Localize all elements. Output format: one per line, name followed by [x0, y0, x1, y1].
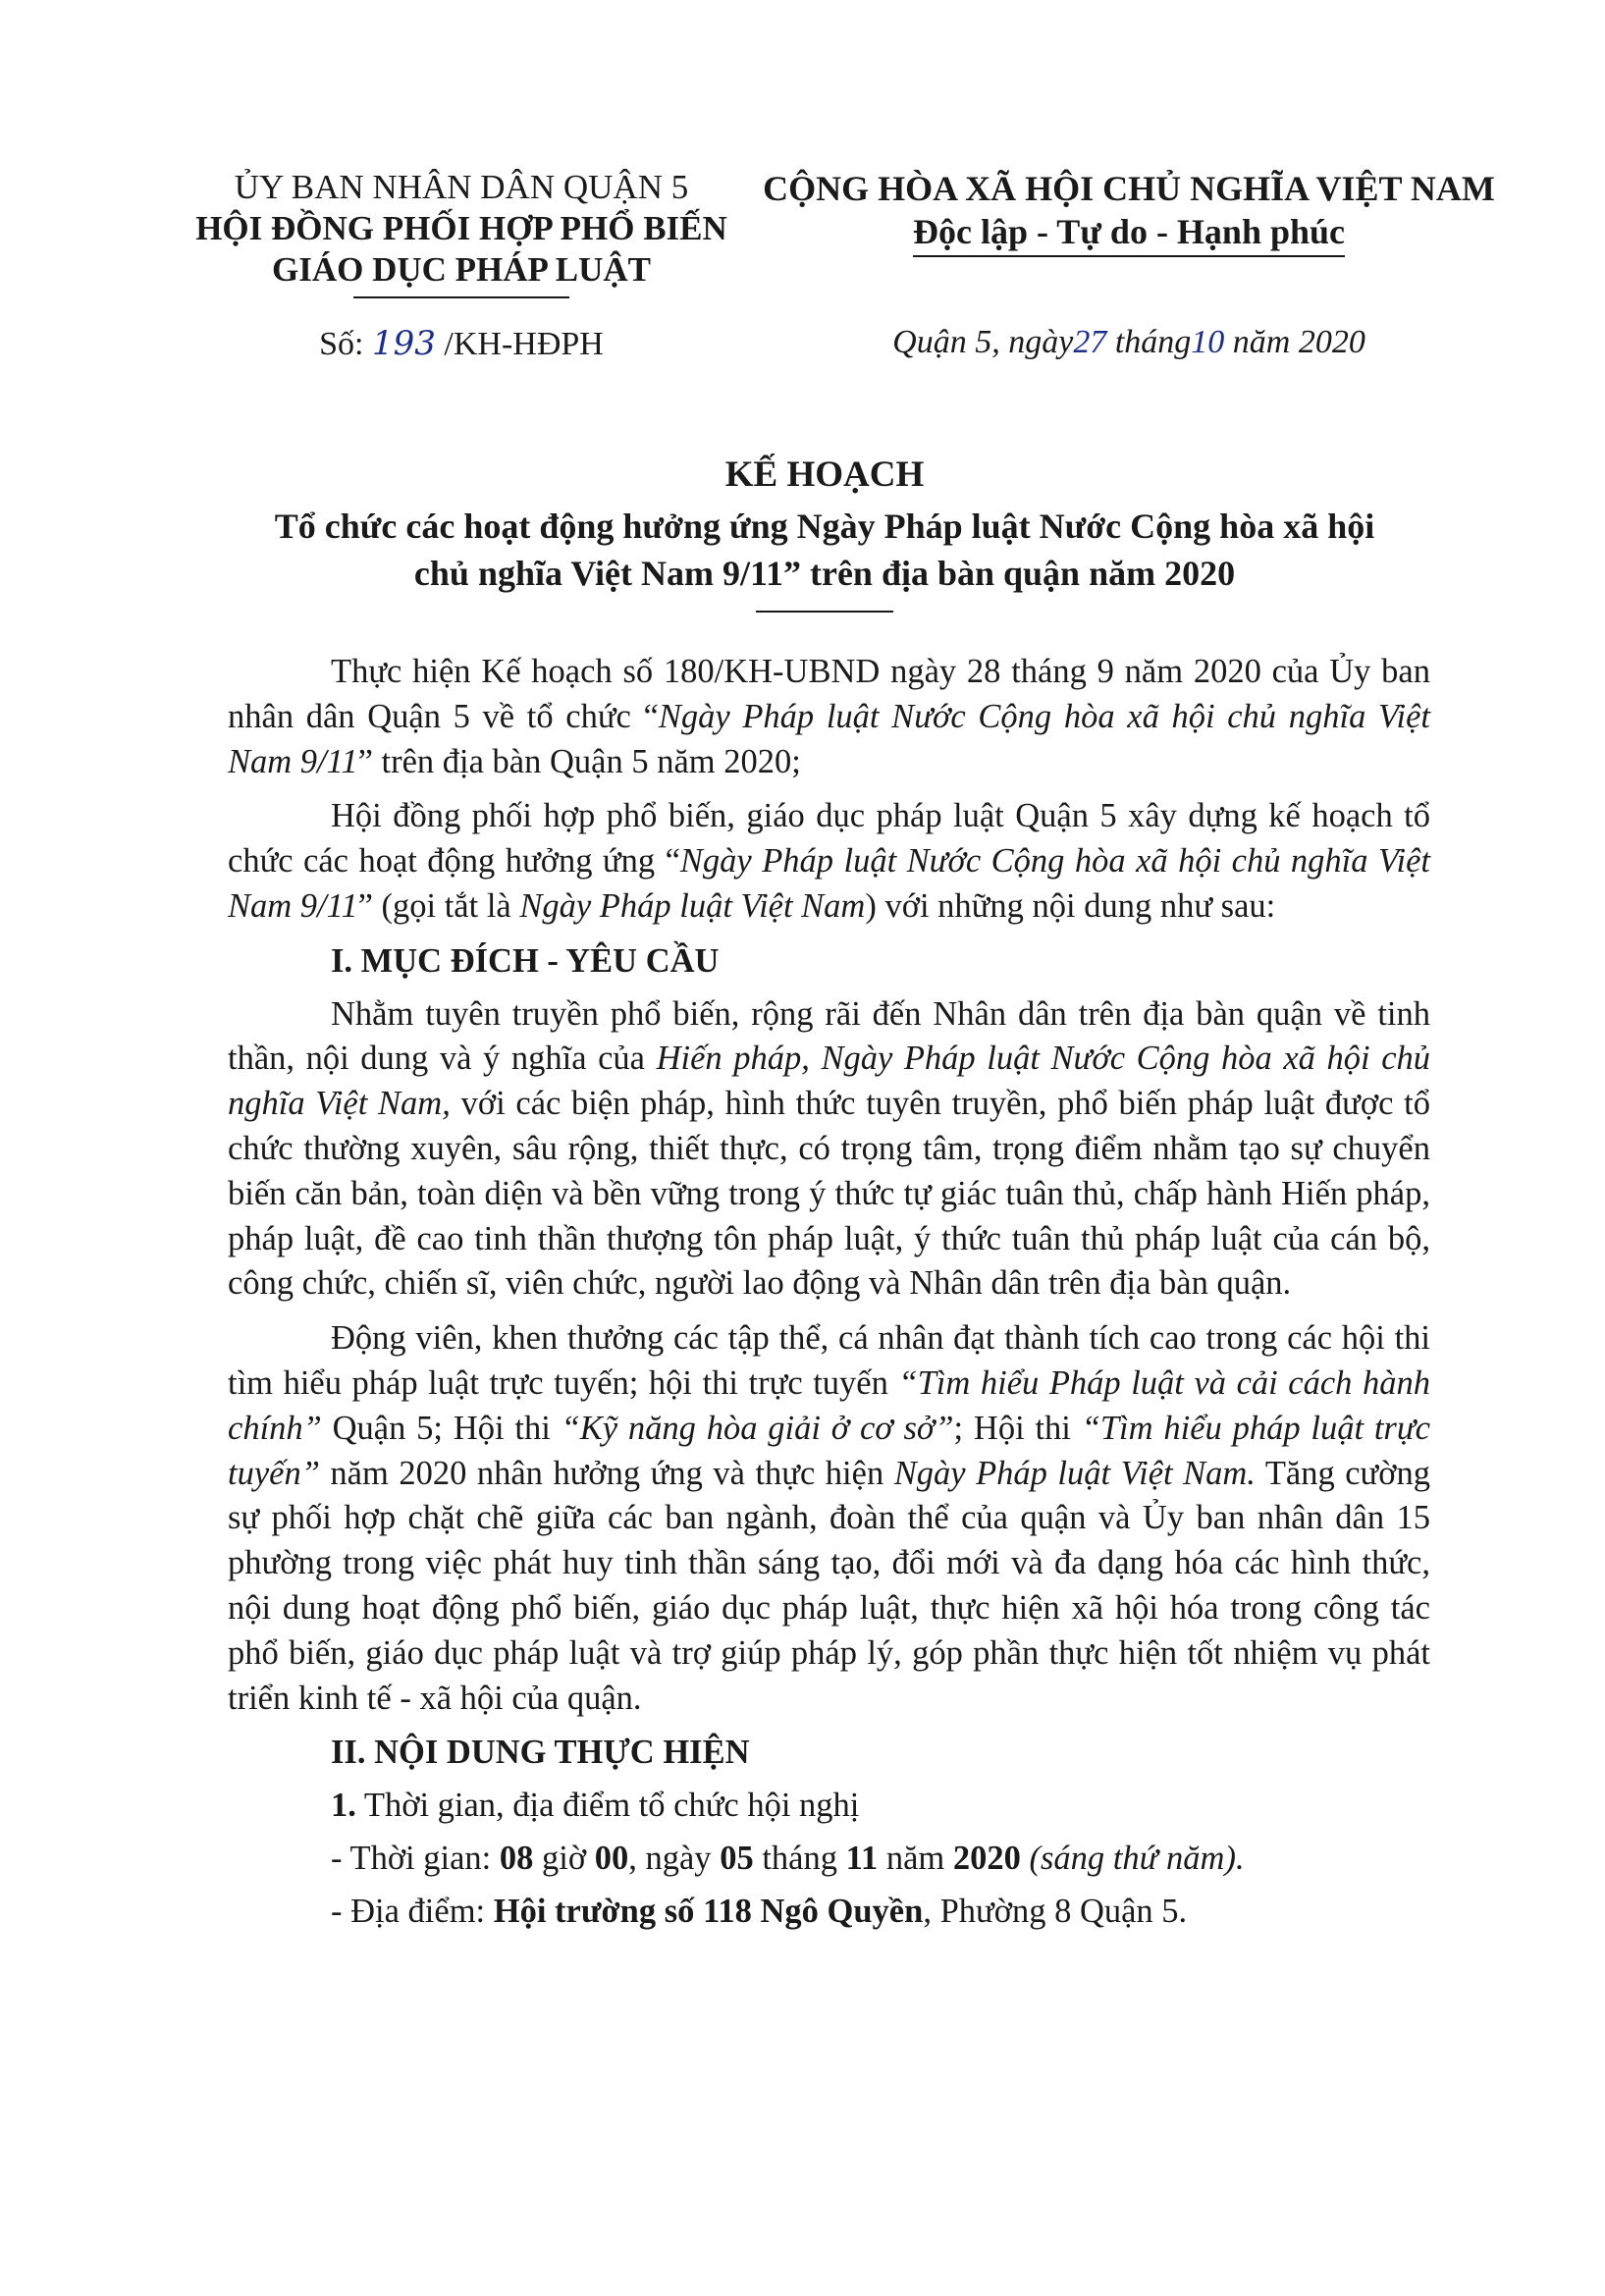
- document-title: [226, 452, 1423, 613]
- p2-text-a: Hội đồng phối hợp phổ biến, giáo dục pháp luật Quận 5 xây dựng kế hoạch tổ chức các hoạt động hưởng ứng “: [228, 797, 1430, 881]
- p4-text-g: năm 2020 nhân hưởng ứng và thực hiện: [319, 1454, 894, 1492]
- p3-text-c: với các biện pháp, hình thức tuyên truyền, phổ biến pháp luật được tổ chức thường xuyên, sâu rộng, thiết thực, có trọng tâm, trọng điểm nhằm tạo sự chuyển biến căn bản, toàn diện và bền vững trong ý thức tự giác tuân thủ, chấp hành Hiến pháp, pháp luật, đề cao tinh thần thượng tôn pháp luật, ý thức tuân thủ pháp luật của cán bộ, công chức, chiến sĩ, viên chức, người lao động và Nhân dân trên địa bàn quận.: [228, 1085, 1430, 1303]
- date-month-handwritten: 10: [1191, 324, 1225, 360]
- time-month: 11: [845, 1839, 879, 1877]
- country-name: CỘNG HÒA XÃ HỘI CHỦ NGHĨA VIỆT NAM: [763, 169, 1495, 208]
- place-venue: Hội trường số 118 Ngô Quyền: [493, 1892, 924, 1930]
- date-part-3: năm 2020: [1224, 324, 1365, 360]
- section-heading-2: II. NỘI DUNG THỰC HIỆN: [331, 1734, 750, 1772]
- time-minute: 00: [594, 1839, 629, 1877]
- date-day-handwritten: 27: [1073, 324, 1107, 360]
- subsection-number: 1.: [331, 1787, 356, 1825]
- p1-text-b: Ngày Pháp luật Nước Cộng hòa xã hội chủ nghĩa Việt Nam 9/11: [228, 697, 1430, 780]
- time-sep-2: , ngày: [628, 1839, 721, 1877]
- p4-text-i: Tăng cường sự phối hợp chặt chẽ giữa các ban ngành, đoàn thể của quận và Ủy ban nhân dân 15 phường trong việc phát huy tinh thần sáng tạo, đổi mới và đa dạng hóa các hình thức, nội dung hoạt động phổ biến, giáo dục pháp luật, thực hiện xã hội hóa trong công tác phổ biến, giáo dục pháp luật và trợ giúp pháp lý, góp phần thực hiện tốt nhiệm vụ phát triển kinh tế - xã hội của quận.: [228, 1454, 1430, 1717]
- authority-underline: [353, 296, 569, 298]
- place-and-date: [756, 324, 1502, 361]
- document-number: [147, 324, 776, 363]
- p4-text-c: Quận 5; Hội thi: [321, 1409, 562, 1447]
- time-hour: 08: [499, 1839, 534, 1877]
- p3-text-b: Hiến pháp, Ngày Pháp luật Nước Cộng hòa xã hội chủ nghĩa Việt Nam,: [228, 1040, 1431, 1123]
- title-line-1: KẾ HOẠCH: [724, 454, 925, 495]
- title-underline: [756, 611, 893, 613]
- time-sep-3: tháng: [753, 1839, 846, 1877]
- p2-text-b: Ngày Pháp luật Nước Cộng hòa xã hội chủ nghĩa Việt Nam 9/11: [228, 842, 1430, 925]
- paragraph-purpose: [228, 992, 1430, 1308]
- time-item: [228, 1837, 1430, 1882]
- time-year: 2020: [952, 1839, 1021, 1877]
- time-day: 05: [720, 1839, 754, 1877]
- subsection-title: Thời gian, địa điểm tổ chức hội nghị: [355, 1787, 860, 1825]
- p2-text-d: Ngày Pháp luật Việt Nam: [519, 886, 866, 925]
- paragraph-intro: [228, 794, 1430, 929]
- title-line-3: chủ nghĩa Việt Nam 9/11” trên địa bàn quận năm 2020: [413, 554, 1236, 593]
- p4-text-e: ; Hội thi: [953, 1409, 1082, 1447]
- date-part-1: Quận 5, ngày: [892, 324, 1074, 360]
- authority-line-1: ỦY BAN NHÂN DÂN QUẬN 5: [234, 168, 689, 206]
- issuing-authority: [147, 167, 776, 298]
- place-label: - Địa điểm:: [331, 1892, 494, 1930]
- p4-text-f: “Tìm hiểu pháp luật trực tuyến”: [228, 1409, 1430, 1492]
- p1-text-c: ” trên địa bàn Quận 5 năm 2020;: [357, 742, 801, 780]
- time-note: (sáng thứ năm).: [1020, 1839, 1245, 1877]
- time-label: - Thời gian:: [331, 1839, 500, 1877]
- title-line-2: Tổ chức các hoạt động hưởng ứng Ngày Pháp luật Nước Cộng hòa xã hội: [274, 507, 1375, 546]
- p4-text-b: “Tìm hiểu Pháp luật và cải cách hành chính”: [228, 1363, 1430, 1447]
- p1-text-a: Thực hiện Kế hoạch số 180/KH-UBND ngày 28 tháng 9 năm 2020 của Ủy ban nhân dân Quận 5 về tổ chức “: [228, 653, 1430, 735]
- document-body: [228, 650, 1430, 1943]
- doc-number-handwritten: 193: [372, 324, 436, 363]
- doc-number-prefix: Số:: [319, 326, 372, 362]
- place-item: [228, 1890, 1430, 1935]
- paragraph-basis: [228, 650, 1430, 784]
- authority-line-3: GIÁO DỤC PHÁP LUẬT: [272, 250, 651, 289]
- p4-text-d: “Kỹ năng hòa giải ở cơ sở”: [561, 1409, 954, 1447]
- time-sep-4: năm: [878, 1839, 953, 1877]
- time-sep-1: giờ: [533, 1839, 595, 1877]
- p4-text-h: Ngày Pháp luật Việt Nam.: [893, 1454, 1256, 1492]
- paragraph-requirements: [228, 1316, 1430, 1721]
- p4-text-a: Động viên, khen thưởng các tập thể, cá nhân đạt thành tích cao trong các hội thi tìm hiểu pháp luật trực tuyến; hội thi trực tuyến: [228, 1319, 1430, 1402]
- p3-text-a: Nhằm tuyên truyền phổ biến, rộng rãi đến Nhân dân trên địa bàn quận về tinh thần, nội dung và ý nghĩa của: [228, 994, 1430, 1078]
- p2-text-e: ) với những nội dung như sau:: [865, 886, 1276, 925]
- p2-text-c: ” (gọi tắt là: [357, 886, 520, 925]
- date-part-2: tháng: [1106, 324, 1192, 360]
- national-title: [756, 167, 1502, 257]
- authority-line-2: HỘI ĐỒNG PHỐI HỢP PHỔ BIẾN: [195, 209, 727, 247]
- place-rest: , Phường 8 Quận 5.: [923, 1892, 1188, 1930]
- national-motto: Độc lập - Tự do - Hạnh phúc: [913, 210, 1345, 257]
- subsection-1: [228, 1784, 1430, 1829]
- section-heading-1: I. MỤC ĐÍCH - YÊU CẦU: [331, 941, 720, 980]
- doc-number-suffix: /KH-HĐPH: [435, 326, 604, 362]
